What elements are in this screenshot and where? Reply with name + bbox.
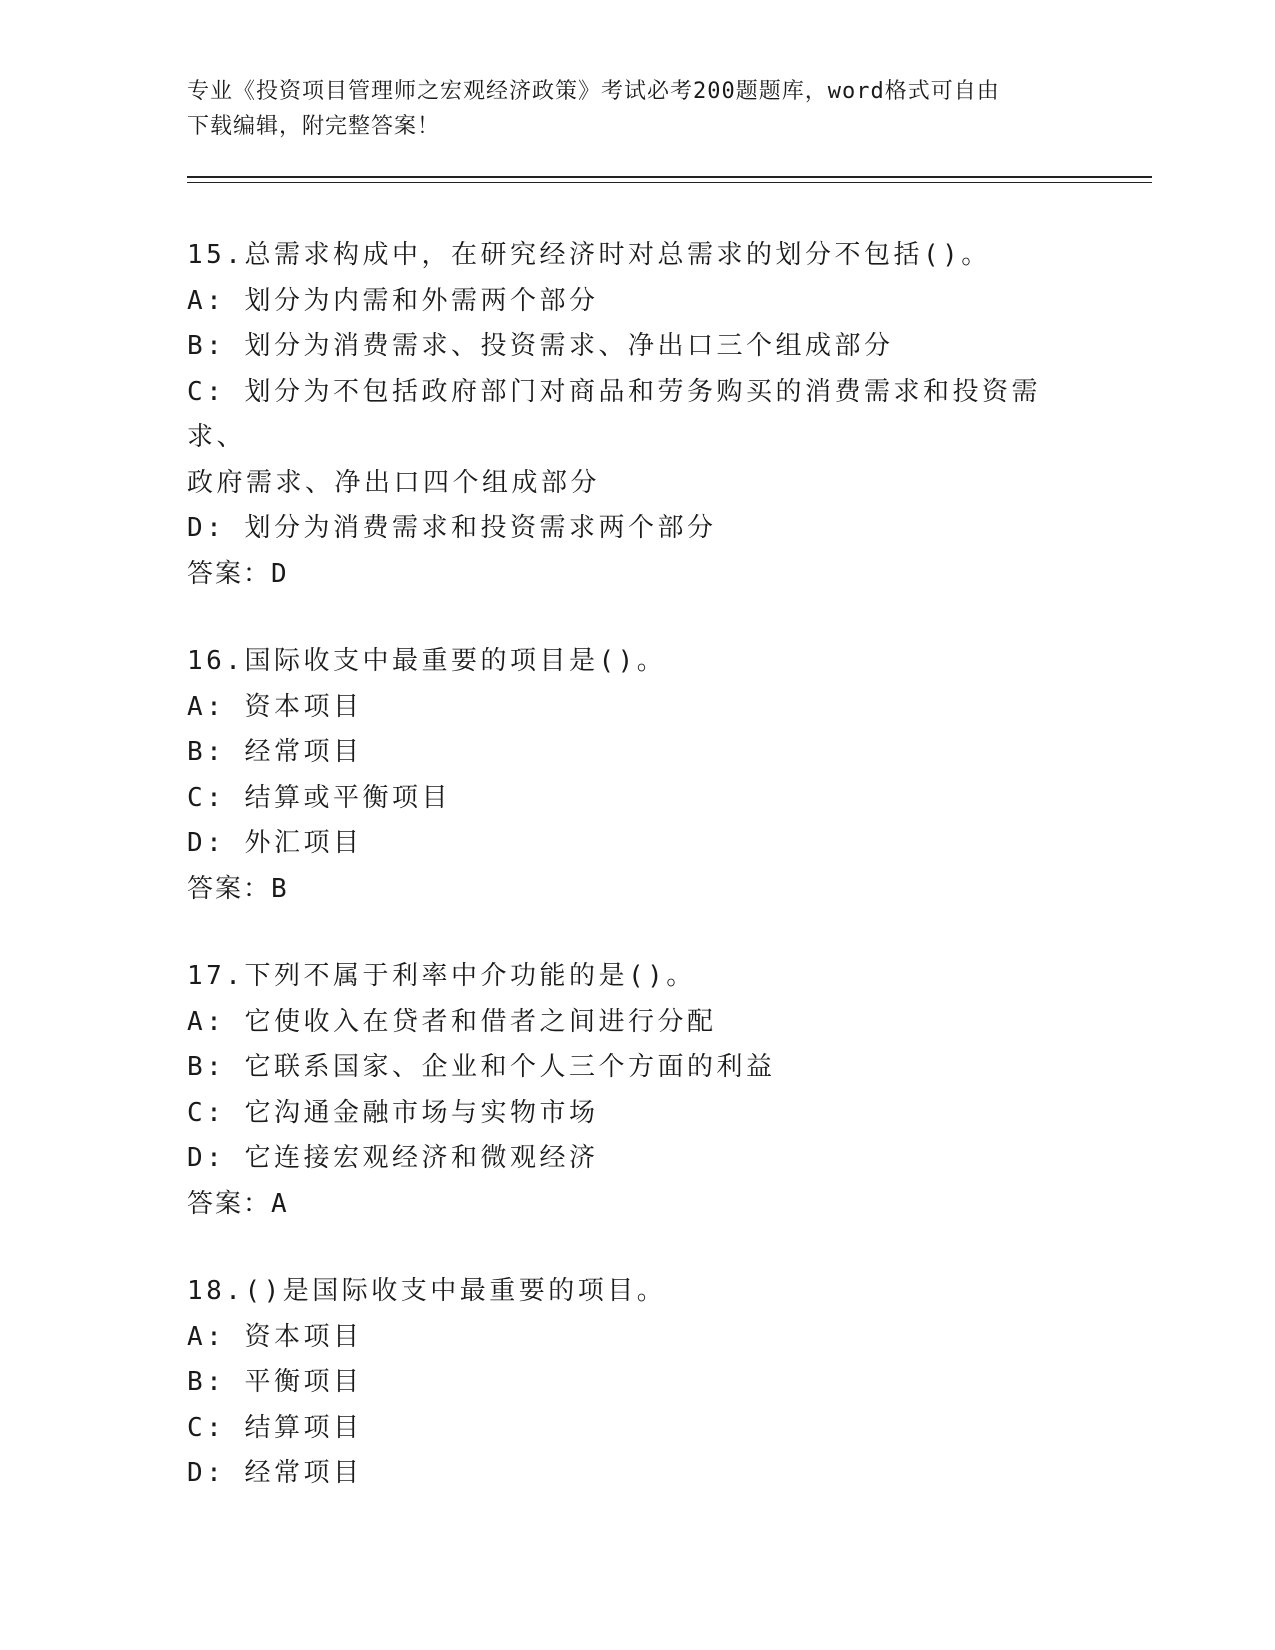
- answer-label: 答案：: [187, 558, 272, 589]
- option-b: B: 它联系国家、企业和个人三个方面的利益: [187, 1052, 776, 1082]
- option-d: D: 经常项目: [187, 1458, 363, 1488]
- answer-line: [187, 867, 1087, 913]
- header-divider-thick: [187, 176, 1152, 178]
- answer-line: [187, 552, 1087, 598]
- question-stem: 16.国际收支中最重要的项目是()。: [187, 646, 667, 676]
- option-b: B: 划分为消费需求、投资需求、净出口三个组成部分: [187, 331, 894, 361]
- header-line-1: 专业《投资项目管理师之宏观经济政策》考试必考200题题库，word格式可自由: [187, 79, 1000, 104]
- question-list: [187, 233, 1087, 1539]
- question-15: [187, 233, 1087, 597]
- option-c-continued: 政府需求、净出口四个组成部分: [187, 467, 601, 498]
- option-d: D: 外汇项目: [187, 828, 363, 858]
- option-a: A: 划分为内需和外需两个部分: [187, 285, 599, 316]
- question-stem: 18.()是国际收支中最重要的项目。: [187, 1276, 667, 1306]
- answer-value: B: [271, 873, 289, 904]
- option-c: C: 结算项目: [187, 1412, 363, 1443]
- answer-value: D: [271, 558, 289, 589]
- option-a: A: 资本项目: [187, 691, 363, 722]
- option-c: C: 结算或平衡项目: [187, 782, 451, 813]
- answer-label: 答案：: [187, 873, 272, 904]
- question-16: [187, 639, 1087, 912]
- answer-line: [187, 1182, 1087, 1228]
- option-d: D: 它连接宏观经济和微观经济: [187, 1143, 599, 1173]
- option-c: C: 划分为不包括政府部门对商品和劳务购买的消费需求和投资需求、: [187, 376, 1041, 452]
- document-header: [187, 74, 1067, 144]
- answer-label: 答案：: [187, 1188, 272, 1219]
- question-stem: 17.下列不属于利率中介功能的是()。: [187, 961, 696, 991]
- question-stem: 15.总需求构成中，在研究经济时对总需求的划分不包括()。: [187, 240, 991, 270]
- header-divider-thin: [187, 182, 1152, 183]
- option-a: A: 资本项目: [187, 1321, 363, 1352]
- option-a: A: 它使收入在贷者和借者之间进行分配: [187, 1006, 717, 1037]
- option-b: B: 平衡项目: [187, 1367, 363, 1397]
- answer-value: A: [271, 1188, 289, 1219]
- question-18: [187, 1269, 1087, 1497]
- header-line-2: 下载编辑，附完整答案！: [187, 114, 441, 139]
- option-d: D: 划分为消费需求和投资需求两个部分: [187, 513, 717, 543]
- option-c: C: 它沟通金融市场与实物市场: [187, 1097, 599, 1128]
- question-17: [187, 954, 1087, 1227]
- option-b: B: 经常项目: [187, 737, 363, 767]
